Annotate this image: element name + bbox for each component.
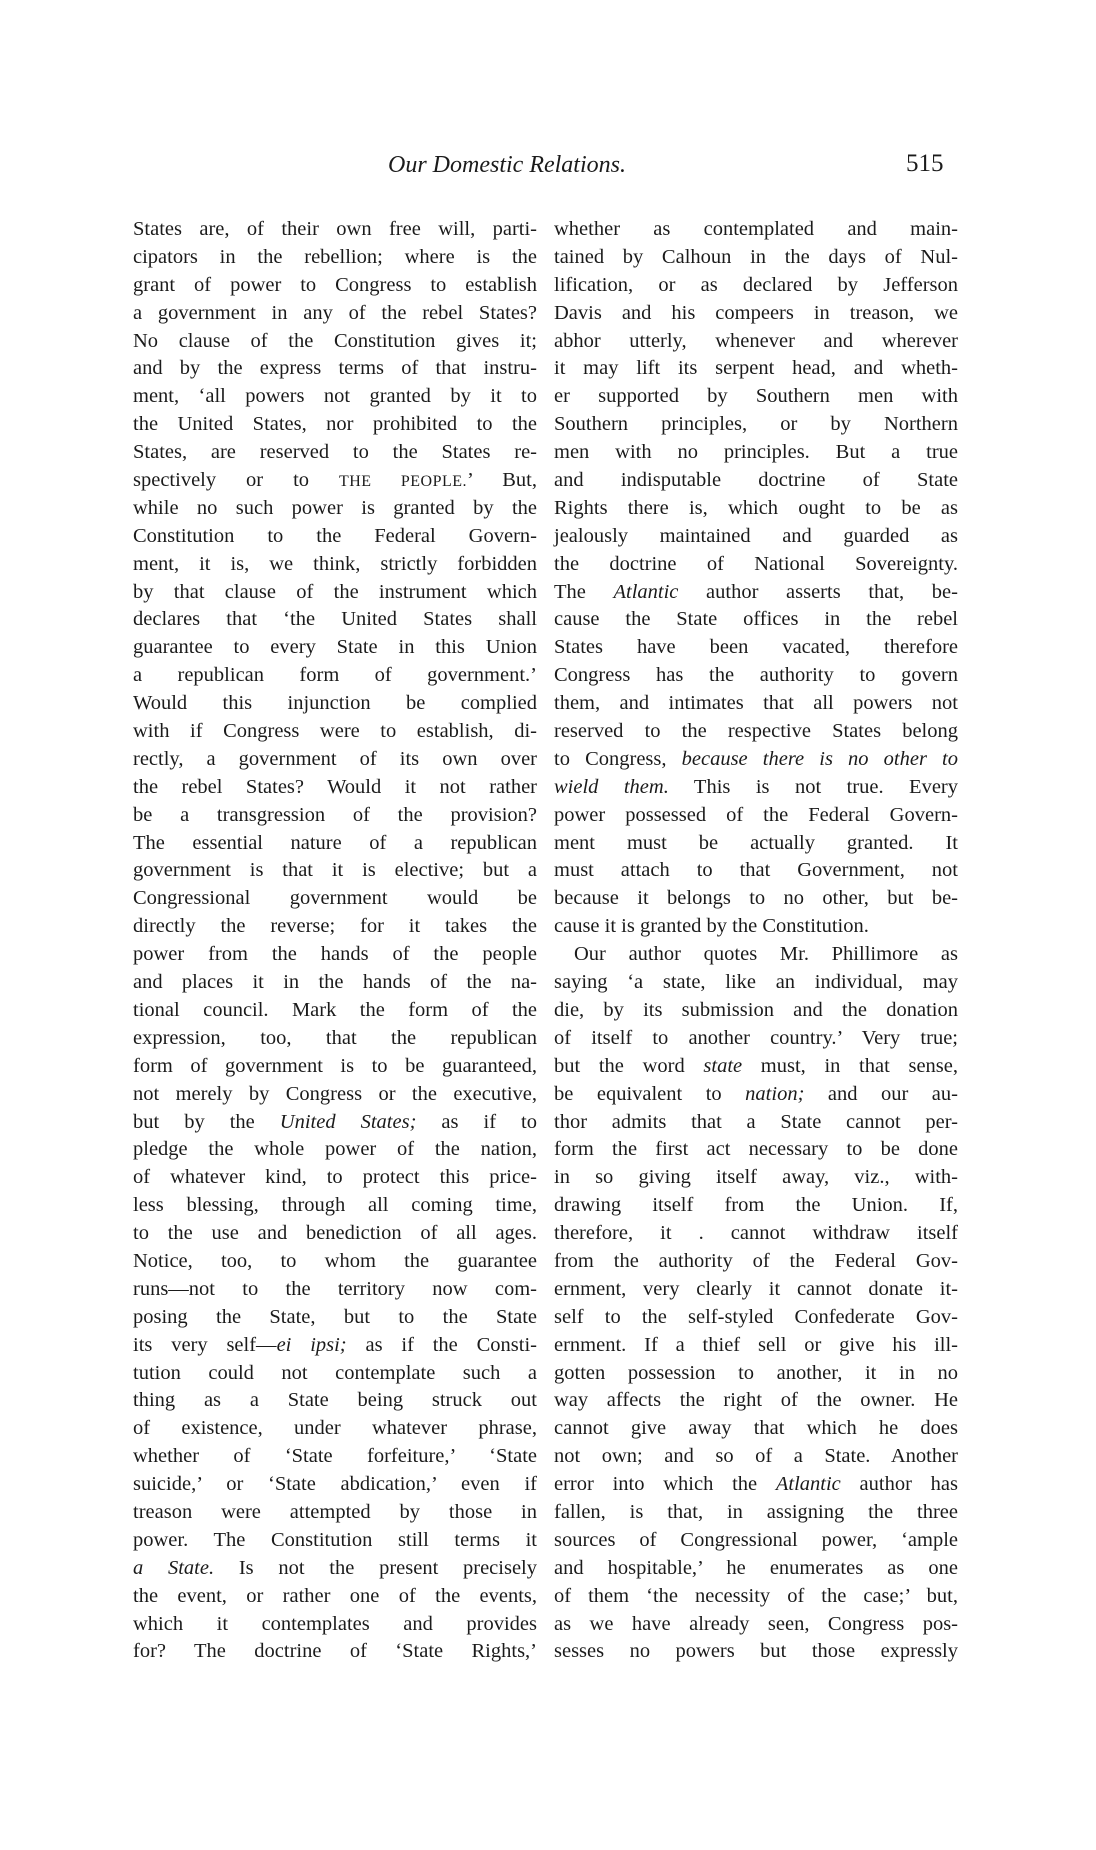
text-segment: cipators in the rebellion; where is the xyxy=(133,245,537,268)
text-segment: in so giving itself away, viz., with- xyxy=(554,1166,958,1189)
text-segment: and our au- xyxy=(804,1082,958,1105)
text-segment: to the use and benediction of all ages. xyxy=(133,1222,537,1245)
text-line xyxy=(133,523,537,551)
text-segment: States are, of their own free will, parti- xyxy=(133,218,537,240)
text-line xyxy=(554,1276,958,1304)
text-line xyxy=(133,1332,537,1360)
text-segment: and places it in the hands of the na- xyxy=(133,971,537,994)
text-line xyxy=(554,1611,958,1639)
text-segment: therefore, it . cannot withdraw itself xyxy=(554,1222,958,1245)
text-segment: government is that it is elective; but a xyxy=(133,859,537,882)
text-line xyxy=(133,1248,537,1276)
text-segment: rectly, a government of its own over xyxy=(133,747,537,770)
text-segment: must, in that sense, xyxy=(742,1054,958,1077)
text-segment: of them ‘the necessity of the case;’ but, xyxy=(554,1584,958,1607)
text-line xyxy=(133,774,537,802)
text-line xyxy=(133,913,537,941)
text-segment: way affects the right of the owner. He xyxy=(554,1389,958,1412)
text-segment: pledge the whole power of the nation, xyxy=(133,1138,537,1161)
text-line xyxy=(133,634,537,662)
text-segment: guarantee to every State in this Union xyxy=(133,636,537,659)
text-line xyxy=(133,718,537,746)
text-segment: tained by Calhoun in the days of Nul- xyxy=(554,245,958,268)
text-line xyxy=(554,579,958,607)
text-segment: Rights there is, which ought to be as xyxy=(554,496,958,519)
text-segment: and hospitable,’ he enumerates as one xyxy=(554,1556,958,1579)
text-line xyxy=(133,1136,537,1164)
text-segment: ment must be actually granted. It xyxy=(554,831,958,854)
text-segment: The xyxy=(554,580,614,603)
text-segment: not own; and so of a State. Another xyxy=(554,1445,958,1468)
page-number: 515 xyxy=(906,150,944,177)
italic-text: nation; xyxy=(745,1082,805,1105)
text-segment: power. The Constitution still terms it xyxy=(133,1528,537,1551)
text-segment: not merely by Congress or the executive, xyxy=(133,1082,537,1105)
text-line xyxy=(554,411,958,439)
text-segment: States have been vacated, therefore xyxy=(554,636,958,659)
text-line xyxy=(554,774,958,802)
text-segment: the rebel States? Would it not rather xyxy=(133,775,537,798)
text-line xyxy=(554,802,958,830)
text-line xyxy=(133,244,537,272)
text-line xyxy=(133,1583,537,1611)
text-line xyxy=(133,1555,537,1583)
text-line xyxy=(133,495,537,523)
text-line xyxy=(554,1248,958,1276)
text-line xyxy=(554,244,958,272)
text-line xyxy=(554,1109,958,1137)
text-line xyxy=(554,997,958,1025)
text-line xyxy=(554,1053,958,1081)
italic-text: wield them. xyxy=(554,775,669,798)
text-segment: form the first act necessary to be done xyxy=(554,1138,958,1161)
text-segment: er supported by Southern men with xyxy=(554,385,958,408)
text-line xyxy=(554,439,958,467)
text-line xyxy=(133,1276,537,1304)
text-segment: as we have already seen, Congress pos- xyxy=(554,1612,958,1635)
text-segment: declares that ‘the United States shall xyxy=(133,608,537,631)
text-segment: The essential nature of a republican xyxy=(133,831,537,854)
text-segment: spectively or to xyxy=(133,469,339,492)
text-line xyxy=(133,969,537,997)
text-segment: whether of ‘State forfeiture,’ ‘State xyxy=(133,1445,537,1468)
text-line xyxy=(554,857,958,885)
text-segment: fallen, is that, in assigning the three xyxy=(554,1500,958,1523)
text-segment: ernment. If a thief sell or give his ill- xyxy=(554,1333,958,1356)
text-line xyxy=(554,1443,958,1471)
text-line xyxy=(554,1638,958,1666)
text-line xyxy=(554,606,958,634)
text-segment: die, by its submission and the donation xyxy=(554,998,958,1021)
text-line xyxy=(554,1164,958,1192)
text-line xyxy=(554,1499,958,1527)
text-segment: Constitution to the Federal Govern- xyxy=(133,524,537,547)
text-line xyxy=(133,662,537,690)
text-line xyxy=(133,1387,537,1415)
text-line xyxy=(133,1164,537,1192)
text-segment: it may lift its serpent head, and wheth- xyxy=(554,357,958,380)
text-segment: power possessed of the Federal Govern- xyxy=(554,803,958,826)
text-line xyxy=(554,467,958,495)
text-segment: Is not the present precisely xyxy=(214,1556,538,1579)
text-segment: saying ‘a state, like an individual, may xyxy=(554,971,958,994)
text-line xyxy=(133,1638,537,1666)
text-line xyxy=(133,606,537,634)
text-segment: the event, or rather one of the events, xyxy=(133,1584,537,1607)
text-line xyxy=(133,885,537,913)
text-line xyxy=(554,328,958,356)
text-segment: Davis and his compeers in treason, we xyxy=(554,301,958,324)
text-line xyxy=(133,1443,537,1471)
text-segment: cause the State offices in the rebel xyxy=(554,608,958,631)
text-segment: of whatever kind, to protect this price- xyxy=(133,1166,537,1189)
text-segment: must attach to that Government, not xyxy=(554,859,958,882)
text-segment: for? The doctrine of ‘State Rights,’ xyxy=(133,1640,537,1663)
text-line xyxy=(133,467,537,495)
text-segment: thor admits that a State cannot per- xyxy=(554,1110,958,1133)
text-segment: as if to xyxy=(416,1110,537,1133)
text-segment: Our author quotes Mr. Phillimore as xyxy=(574,943,958,966)
text-line xyxy=(133,1220,537,1248)
text-line xyxy=(133,383,537,411)
text-segment: men with no principles. But a true xyxy=(554,441,958,464)
text-line xyxy=(133,1192,537,1220)
text-line xyxy=(133,328,537,356)
text-segment: cannot give away that which he does xyxy=(554,1417,958,1440)
text-segment: be a transgression of the provision? xyxy=(133,803,537,826)
text-segment: with if Congress were to establish, di- xyxy=(133,720,537,743)
text-segment: ’ But, xyxy=(466,469,537,492)
text-line xyxy=(554,1387,958,1415)
text-line xyxy=(133,300,537,328)
text-line xyxy=(554,1583,958,1611)
text-line xyxy=(554,634,958,662)
text-line xyxy=(554,1136,958,1164)
text-segment: of itself to another country.’ Very true; xyxy=(554,1026,958,1049)
text-segment: This is not true. Every xyxy=(668,775,958,798)
text-line xyxy=(554,662,958,690)
text-line xyxy=(133,411,537,439)
text-line xyxy=(554,216,958,244)
italic-text: because there is no other to xyxy=(681,747,959,770)
text-line xyxy=(554,1025,958,1053)
text-line xyxy=(133,1109,537,1137)
text-segment: self to the self-styled Confederate Gov- xyxy=(554,1305,958,1328)
text-line xyxy=(554,355,958,383)
text-line xyxy=(554,690,958,718)
text-line xyxy=(554,1415,958,1443)
text-line xyxy=(133,941,537,969)
text-segment: be equivalent to xyxy=(554,1082,746,1105)
text-line xyxy=(554,830,958,858)
text-segment: its very self— xyxy=(133,1333,277,1356)
text-line xyxy=(133,1527,537,1555)
text-line xyxy=(133,1499,537,1527)
text-line xyxy=(554,495,958,523)
text-line xyxy=(554,1220,958,1248)
text-segment: but by the xyxy=(133,1110,280,1133)
text-line xyxy=(133,355,537,383)
text-segment: whether as contemplated and main- xyxy=(554,218,958,240)
text-segment: suicide,’ or ‘State abdication,’ even if xyxy=(133,1473,537,1496)
text-line xyxy=(554,718,958,746)
text-segment: abhor utterly, whenever and wherever xyxy=(554,329,958,352)
text-segment: posing the State, but to the State xyxy=(133,1305,537,1328)
text-segment: ernment, very clearly it cannot donate it- xyxy=(554,1277,958,1300)
text-segment: error into which the xyxy=(554,1473,776,1496)
text-segment: because it belongs to no other, but be- xyxy=(554,887,958,910)
text-segment: thing as a State being struck out xyxy=(133,1389,537,1412)
text-line xyxy=(554,272,958,300)
text-segment: as if the Consti- xyxy=(346,1333,537,1356)
text-segment: and indisputable doctrine of State xyxy=(554,469,958,492)
italic-text: United States; xyxy=(279,1110,417,1133)
text-segment: runs—not to the territory now com- xyxy=(133,1277,537,1300)
text-segment: Congressional government would be xyxy=(133,887,537,910)
text-line xyxy=(133,579,537,607)
italic-text: state xyxy=(703,1054,743,1077)
text-line xyxy=(133,746,537,774)
right-text-column xyxy=(554,216,958,1666)
text-segment: No clause of the Constitution gives it; xyxy=(133,329,537,352)
text-line xyxy=(133,830,537,858)
text-segment: drawing itself from the Union. If, xyxy=(554,1194,958,1217)
text-line xyxy=(133,272,537,300)
text-segment: directly the reverse; for it takes the xyxy=(133,915,537,938)
running-head: Our Domestic Relations. xyxy=(388,152,626,178)
text-segment: the doctrine of National Sovereignty. xyxy=(554,552,958,575)
text-line xyxy=(554,969,958,997)
text-line xyxy=(554,1555,958,1583)
text-segment: by that clause of the instrument which xyxy=(133,580,537,603)
text-segment: form of government is to be guaranteed, xyxy=(133,1054,537,1077)
italic-text: ei ipsi; xyxy=(276,1333,347,1356)
text-line xyxy=(554,1471,958,1499)
text-segment: sources of Congressional power, ‘ample xyxy=(554,1528,958,1551)
text-segment: power from the hands of the people xyxy=(133,943,537,966)
text-segment: author has xyxy=(840,1473,958,1496)
italic-text: a State. xyxy=(133,1556,215,1579)
text-segment: Would this injunction be complied xyxy=(133,692,537,715)
text-line xyxy=(133,1360,537,1388)
text-segment: a republican form of government.’ xyxy=(133,664,537,687)
text-segment: author asserts that, be- xyxy=(678,580,958,603)
text-segment: to Congress, xyxy=(554,747,682,770)
text-line xyxy=(554,523,958,551)
text-segment: and by the express terms of that instru- xyxy=(133,357,537,380)
text-line xyxy=(133,857,537,885)
text-segment: which it contemplates and provides xyxy=(133,1612,537,1635)
text-segment: sesses no powers but those expressly xyxy=(554,1640,958,1663)
text-line xyxy=(554,913,958,941)
text-segment: while no such power is granted by the xyxy=(133,496,537,519)
text-line xyxy=(133,551,537,579)
text-line xyxy=(133,1304,537,1332)
text-line xyxy=(133,1025,537,1053)
text-line xyxy=(554,1192,958,1220)
text-line xyxy=(554,1332,958,1360)
text-segment: them, and intimates that all powers not xyxy=(554,692,958,715)
text-segment: cause it is granted by the Constitution. xyxy=(554,915,869,938)
text-line xyxy=(133,1471,537,1499)
text-segment: lification, or as declared by Jefferson xyxy=(554,273,958,296)
text-segment: Congress has the authority to govern xyxy=(554,664,958,687)
text-line xyxy=(554,1360,958,1388)
text-segment: expression, too, that the republican xyxy=(133,1026,537,1049)
text-segment: the United States, nor prohibited to the xyxy=(133,413,537,436)
text-segment: Southern principles, or by Northern xyxy=(554,413,958,436)
italic-text: Atlantic xyxy=(775,1473,841,1496)
text-segment: reserved to the respective States belong xyxy=(554,720,958,743)
text-line xyxy=(133,690,537,718)
text-line xyxy=(554,746,958,774)
text-line xyxy=(133,1611,537,1639)
text-line xyxy=(133,1053,537,1081)
small-caps-text: THE PEOPLE. xyxy=(338,473,467,491)
text-segment: jealously maintained and guarded as xyxy=(554,524,958,547)
text-segment: grant of power to Congress to establish xyxy=(133,273,537,296)
text-segment: a government in any of the rebel States? xyxy=(133,301,537,324)
text-line xyxy=(133,1081,537,1109)
text-line xyxy=(554,941,958,969)
text-line xyxy=(554,1081,958,1109)
text-segment: ment, it is, we think, strictly forbidden xyxy=(133,552,537,575)
left-text-column xyxy=(133,216,537,1666)
text-line xyxy=(554,1527,958,1555)
text-line xyxy=(554,383,958,411)
text-segment: States, are reserved to the States re- xyxy=(133,441,537,464)
text-segment: of existence, under whatever phrase, xyxy=(133,1417,537,1440)
text-segment: but the word xyxy=(554,1054,704,1077)
text-segment: less blessing, through all coming time, xyxy=(133,1194,537,1217)
text-line xyxy=(554,885,958,913)
text-line xyxy=(133,439,537,467)
text-segment: tional council. Mark the form of the xyxy=(133,998,537,1021)
text-line xyxy=(554,300,958,328)
text-line xyxy=(133,1415,537,1443)
text-segment: treason were attempted by those in xyxy=(133,1500,537,1523)
italic-text: Atlantic xyxy=(613,580,679,603)
text-segment: Notice, too, to whom the guarantee xyxy=(133,1249,537,1272)
text-segment: from the authority of the Federal Gov- xyxy=(554,1249,958,1272)
text-line xyxy=(133,997,537,1025)
text-line xyxy=(554,1304,958,1332)
text-line xyxy=(554,551,958,579)
text-segment: gotten possession to another, it in no xyxy=(554,1361,958,1384)
text-segment: ment, ‘all powers not granted by it to xyxy=(133,385,537,408)
text-line xyxy=(133,802,537,830)
text-line xyxy=(133,216,537,244)
text-segment: tution could not contemplate such a xyxy=(133,1361,537,1384)
